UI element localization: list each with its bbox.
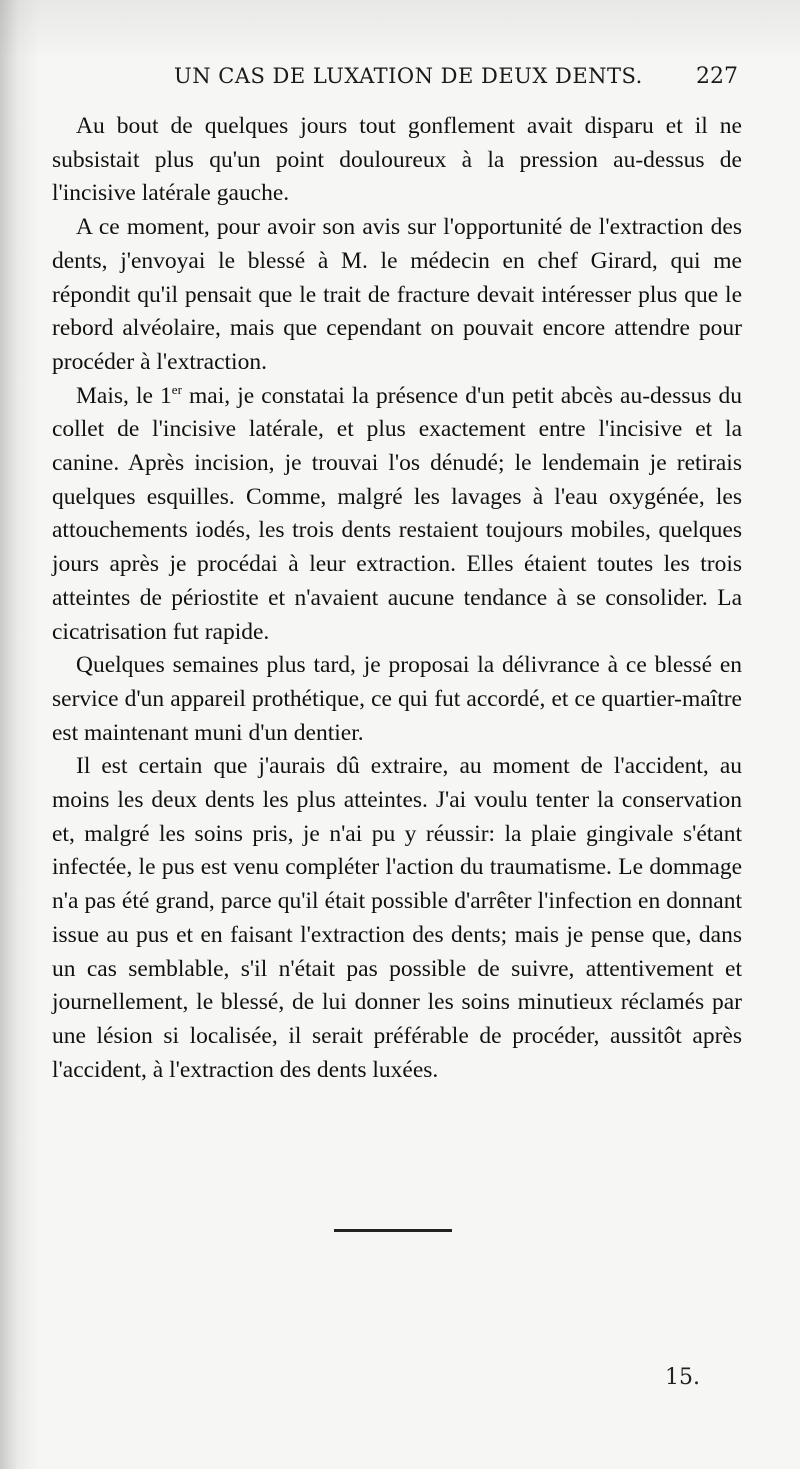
paragraph: Au bout de quelques jours tout gonflement avait disparu et il ne subsistait plus qu'un point douloureux à la pression au-dessus de l'incisive latérale gauche. bbox=[52, 113, 742, 207]
paragraph: Il est certain que j'aurais dû extraire, au moment de l'accident, au moins les deux dents les plus atteintes. J'ai voulu tenter la conservation et, malgré les soins pris, je n'ai pu y réussir: la plaie gingivale s'étant infectée, le pus est venu compléter l'action du traumatisme. Le dommage n'a pas été grand, parce qu'il était possible d'arrêter l'infection en donnant issue au pus et en faisant l'extraction des dents; mais je pense que, dans un cas semblable, s'il n'était pas possible de suivre, attentivement et journellement, le blessé, de lui donner les soins minutieux réclamés par une lésion si localisée, il serait préférable de procéder, aussitôt après l'accident, à l'extraction des dents luxées. bbox=[52, 753, 742, 1083]
paragraph bbox=[52, 380, 742, 650]
page-header bbox=[52, 60, 738, 100]
paragraph-text: Mais, le 1 bbox=[76, 382, 172, 409]
paragraph-text: mai, je constatai la présence d'un petit abcès au-dessus du collet de l'incisive latérale, et plus exactement entre l'incisive et la canine. Après incision, je trouvai l'os dénudé; le lendemain je retirais quelques esquilles. Comme, malgré les lavages à l'eau oxygénée, les attouchements iodés, les trois dents restaient toujours mobiles, quelques jours après je procédai à leur extraction. Elles étaient toutes les trois atteintes de périostite et n'avaient aucune tendance à se consolider. La cicatrisation fut rapide. bbox=[52, 382, 742, 645]
signature-mark: 15. bbox=[665, 1365, 700, 1390]
running-title: UN CAS DE LUXATION DE DEUX DENTS. bbox=[174, 64, 643, 88]
ordinal-suffix: er bbox=[171, 381, 182, 397]
paragraph: Quelques semaines plus tard, je proposai la délivrance à ce blessé en service d'un appareil prothétique, ce qui fut accordé, et ce quartier-maître est maintenant muni d'un dentier. bbox=[52, 652, 742, 746]
end-rule bbox=[334, 1229, 452, 1232]
page-number: 227 bbox=[696, 64, 738, 89]
paragraph: A ce moment, pour avoir son avis sur l'opportunité de l'extraction des dents, j'envoyai le blessé à M. le médecin en chef Girard, qui me répondit qu'il pensait que le trait de fracture devait intéresser plus que le rebord alvéolaire, mais que cependant on pouvait encore attendre pour procéder à l'extraction. bbox=[52, 214, 742, 375]
body-text bbox=[52, 110, 742, 1087]
